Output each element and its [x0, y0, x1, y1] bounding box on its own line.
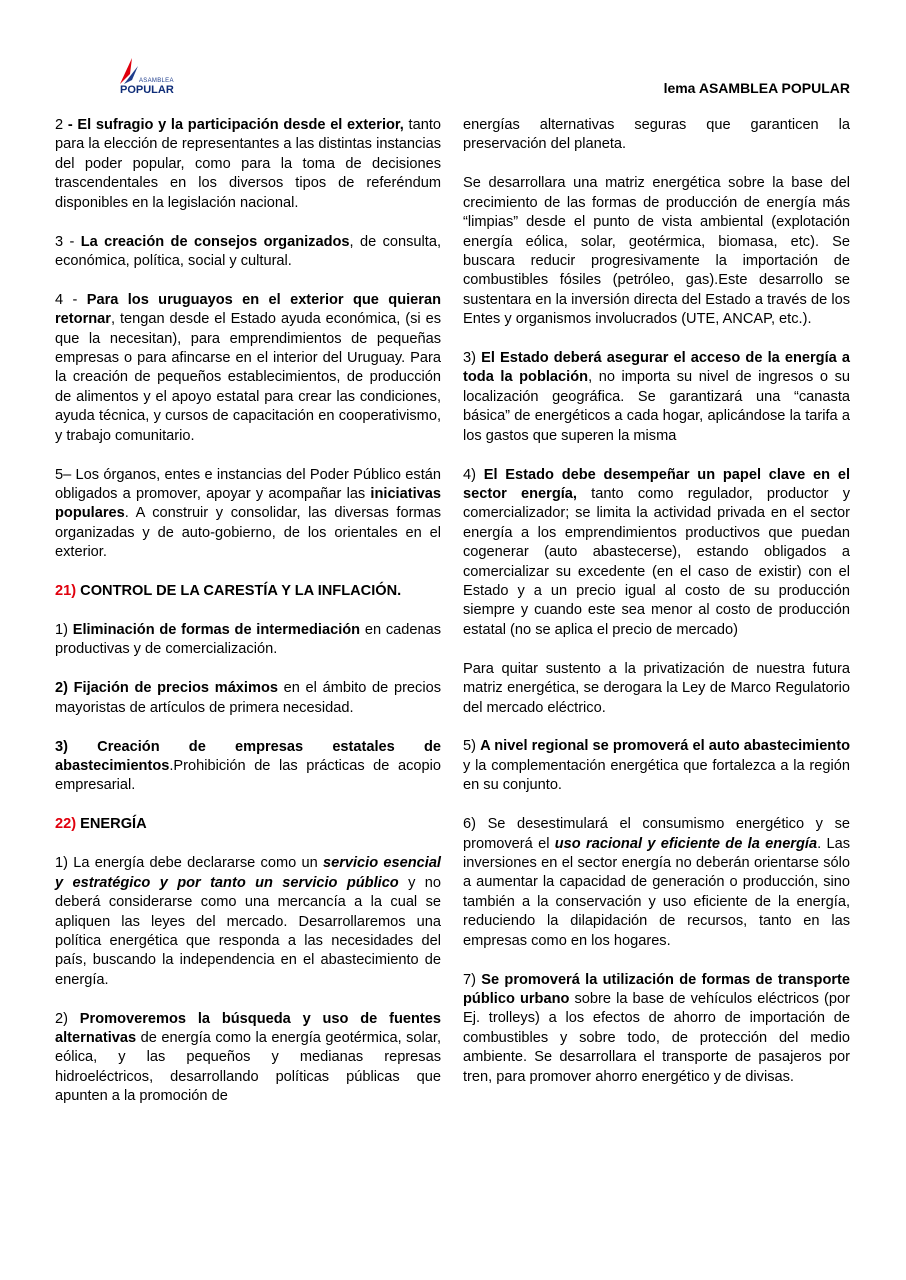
section-heading-21: 21) CONTROL DE LA CARESTÍA Y LA INFLACIÓN. [55, 583, 402, 600]
paragraph-acceso-energia: 3) El Estado deberá asegurar el acceso de la energía a toda la población, no importa su nivel de ingresos o su localización geográfica. Se garantizará una “canasta básica” de energéticos a cada hogar, aplicándose la tarifa a los gastos que superen la misma [463, 350, 850, 444]
paragraph-uruguayos-exterior: 4 - Para los uruguayos en el exterior que quieran retornar, tengan desde el Estado ayuda económica, (si es que la necesitan), para emprendimientos de pequeñas empresas o para afincarse en el interior del Uruguay. Para la creación de pequeños establecimientos, de producción de alimentos y el apoyo estatal para crear las condiciones, ayuda técnica, y cursos de capacitación en cooperativismo, y trabajo comunitario. [55, 291, 442, 444]
paragraph-sufragio: 2 - El sufragio y la participación desde el exterior, tanto para la elección de representantes a las distintas instancias del poder popular, como para la toma de decisiones trascendentales en los diversos tipos de referéndum disponibles en la legislación nacional. [55, 117, 441, 211]
paragraph-organos: 5– Los órganos, entes e instancias del Poder Público están obligados a promover, apoyar y acompañar las iniciativas populares. A construir y consolidar, las diversas formas organizadas y de auto-gobierno, de los orientales en el exterior. [55, 466, 441, 561]
left-column [55, 116, 441, 1126]
paragraph-servicio-esencial: 1) La energía debe declararse como un servicio esencial y estratégico y por tanto un servicio público y no deberá considerarse como una mercancía a la cual se apliquen las leyes del mercado. Desarrollaremos una política energética que responda a las necesidades del país, buscando la independencia en el abastecimiento de energía. [55, 855, 441, 988]
paragraph-consejos: 3 - La creación de consejos organizados, de consulta, económica, política, social y cultural. [55, 233, 441, 269]
section-heading-22: 22) ENERGÍA [55, 816, 147, 833]
paragraph-transporte-publico: 7) Se promoverá la utilización de formas de transporte público urbano sobre la base de vehículos eléctricos (por Ej. trolleys) a los efectos de ahorro de importación de combustibles y sobre todo, de protección del medio ambiente. Se desarrollara el transporte de pasajeros por tren, para promover ahorro energético y de divisas. [463, 971, 851, 1085]
paragraph-privatizacion: Para quitar sustento a la privatización de nuestra futura matriz energética, se derogara la Ley de Marco Regulatorio del mercado eléctrico. [463, 660, 850, 716]
asamblea-popular-logo [118, 56, 178, 98]
paragraph-empresas-estatales: 3) Creación de empresas estatales de abastecimientos.Prohibición de las prácticas de acopio empresarial. [55, 738, 441, 794]
page-header-title: lema ASAMBLEA POPULAR [663, 80, 850, 96]
paragraph-papel-clave: 4) El Estado debe desempeñar un papel clave en el sector energía, tanto como regulador, productor y comercializador; se limita la actividad privada en el sector energía a los emprendimientos productivos que puedan cogenerar (auto abastecerse), estando obligados a comercializar su excedente (en el caso de existir) con el Estado y a un precio igual al costo de su producción siempre y cuando este sea menor al costo de producción estatal (no se aplica el precio de mercado) [463, 466, 851, 638]
right-column [463, 116, 850, 1106]
paragraph-auto-abastecimiento: 5) A nivel regional se promoverá el auto abastecimiento y la complementación energética que fortalezca a la región en su conjunto. [463, 738, 850, 794]
paragraph-intermediacion: 1) Eliminación de formas de intermediación en cadenas productivas y de comercialización. [55, 622, 441, 658]
paragraph-precios-maximos: 2) Fijación de precios máximos en el ámbito de precios mayoristas de artículos de primera necesidad. [55, 680, 441, 716]
paragraph-fuentes-alternativas: 2) Promoveremos la búsqueda y uso de fuentes alternativas de energía como la energía geotérmica, solar, eólica, y las pequeños y medianas represas hidroeléctricos, desarrollando políticas públicas que apunten a la promoción de [55, 1010, 442, 1105]
paragraph-uso-racional: 6) Se desestimulará el consumismo energético y se promoverá el uso racional y eficiente de la energía. Las inversiones en el sector energía no deberán orientarse sólo a aumentar la capacidad de generación o producción, sino también a la conservación y uso eficiente de la energía, reduciendo la dilapidación de recursos, tanto en las empresas como en los hogares. [463, 816, 850, 949]
paragraph-continuation: energías alternativas seguras que garanticen la preservación del planeta. [463, 117, 850, 153]
paragraph-matriz-energetica: Se desarrollara una matriz energética sobre la base del crecimiento de las formas de producción de energía más “limpias” desde el punto de vista ambiental (explotación energía eólica, solar, geotérmica, biomasa, etc). Se buscara reducir progresivamente la importación de combustibles fósiles (petróleo, gas).Este desarrollo se sustentara en la inversión directa del Estado a través de los Entes y organismos involucrados (UTE, ANCAP, etc.). [463, 175, 850, 328]
logo-big-text: POPULAR [120, 84, 174, 96]
logo-small-text: ASAMBLEA [139, 78, 174, 84]
